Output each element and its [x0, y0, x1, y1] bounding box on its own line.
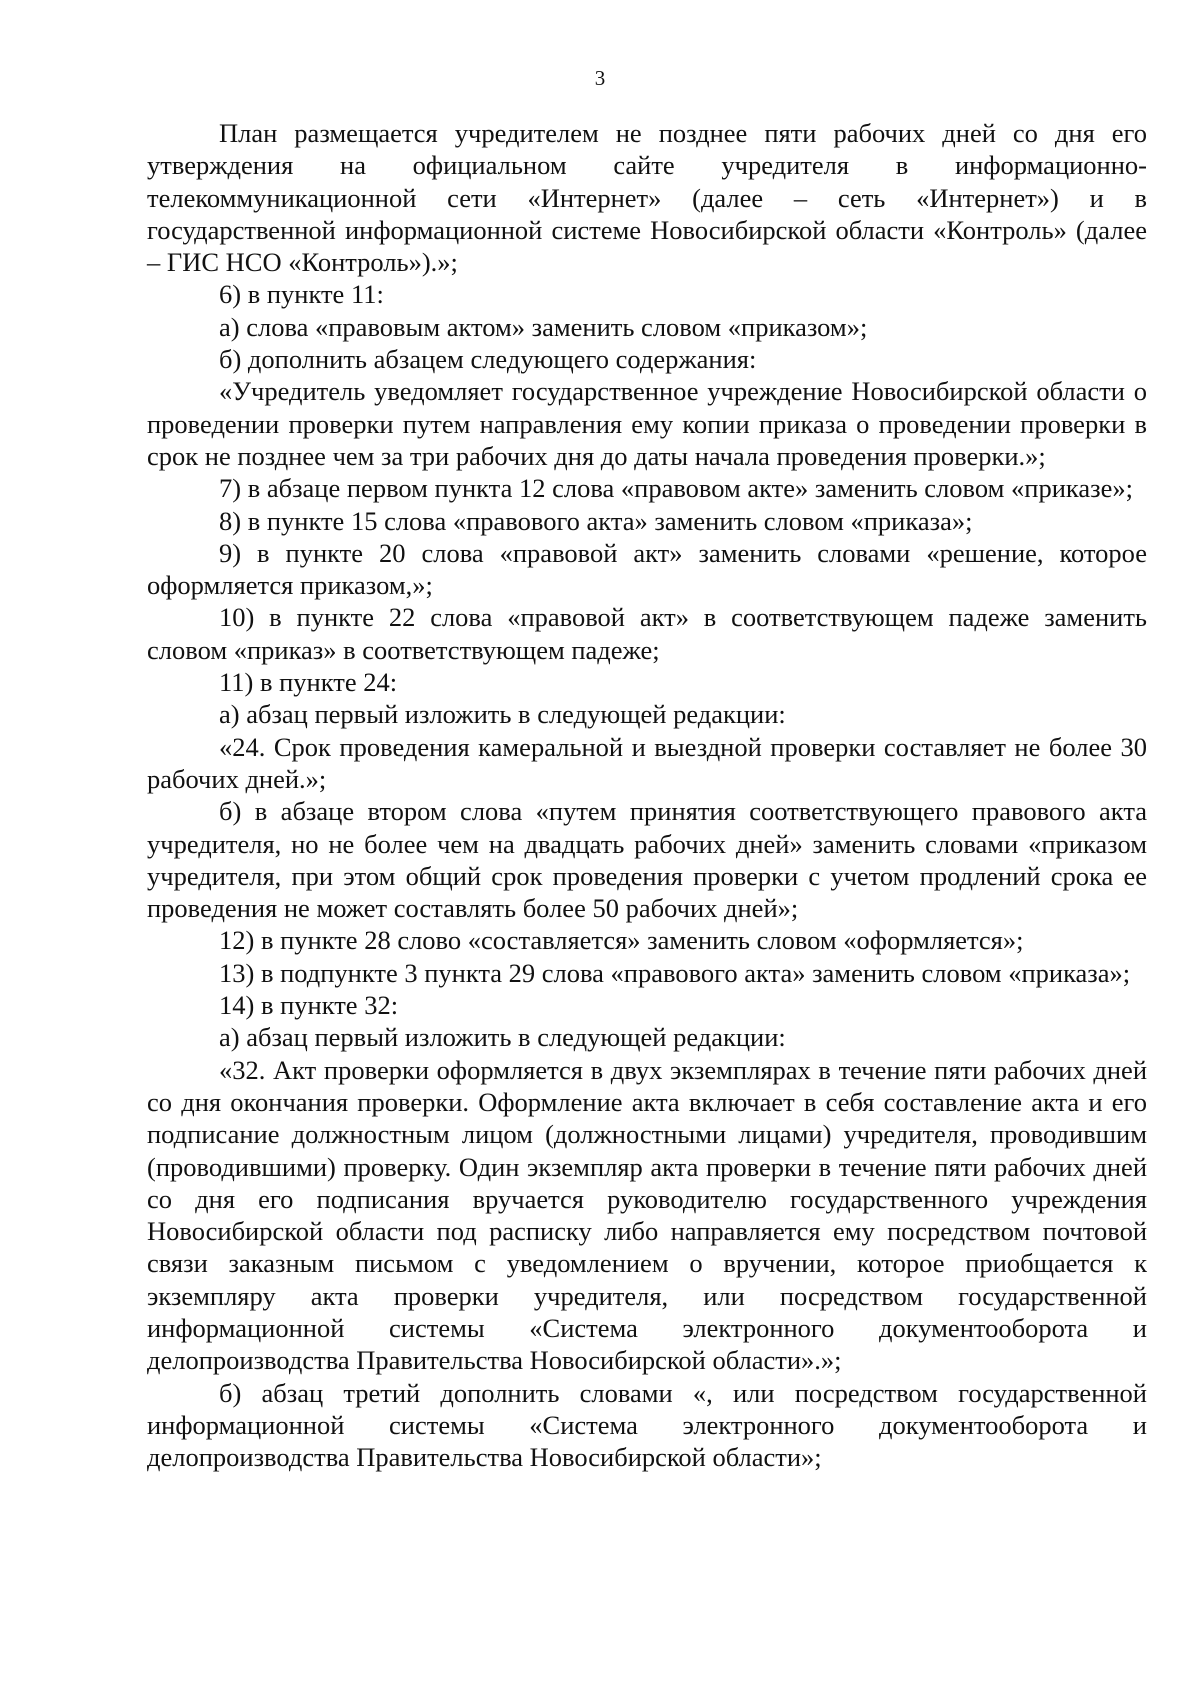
paragraph-item-24-text: «24. Срок проведения камеральной и выездной проверки составляет не более 30 рабочих дней.»; — [147, 731, 1147, 794]
paragraph-item-6: 6) в пункте 11: — [219, 279, 384, 310]
paragraph-item-11a: а) абзац первый изложить в следующей редакции: — [219, 699, 786, 730]
paragraph-item-11: 11) в пункте 24: — [219, 667, 398, 698]
page-number: 3 — [594, 66, 606, 90]
paragraph-item-14a: а) абзац первый изложить в следующей редакции: — [219, 1022, 786, 1053]
paragraph-item-8: 8) в пункте 15 слова «правового акта» заменить словом «приказа»; — [219, 505, 973, 536]
paragraph-plan-placement: План размещается учредителем не позднее пяти рабочих дней со дня его утверждения на официальном сайте учредителя в информационно-телекоммуникационной сети «Интернет» (далее – сеть «Интернет») и в государственной информационной системе Новосибирской области «Контроль» (далее – ГИС НСО «Контроль»).»; — [147, 118, 1147, 278]
paragraph-founder-notice: «Учредитель уведомляет государственное учреждение Новосибирской области о проведении проверки путем направления ему копии приказа о проведении проверки в срок не позднее чем за три рабочих дня до даты начала проведения проверки.»; — [147, 376, 1147, 471]
paragraph-item-14b: б) абзац третий дополнить словами «, или посредством государственной информационной системы «Система электронного документооборота и делопроизводства Правительства Новосибирской области»; — [147, 1377, 1147, 1473]
paragraph-item-6b: б) дополнить абзацем следующего содержания: — [219, 344, 757, 375]
paragraph-item-10: 10) в пункте 22 слова «правовой акт» в соответствующем падеже заменить словом «приказ» в соответствующем падеже; — [147, 602, 1147, 665]
paragraph-item-32-text: «32. Акт проверки оформляется в двух экземплярах в течение пяти рабочих дней со дня окончания проверки. Оформление акта включает в себя составление акта и его подписание должностным лицом (должностными лицами) учредителя, проводившим (проводившими) проверку. Один экземпляр акта проверки в течение пяти рабочих дней со дня его подписания вручается руководителю государственного учреждения Новосибирской области под расписку либо направляется ему посредством почтовой связи заказным письмом с уведомлением о вручении, которое приобщается к экземпляру акта проверки учредителя, или посредством государственной информационной системы «Система электронного документооборота и делопроизводства Правительства Новосибирской области».»; — [147, 1054, 1147, 1376]
document-body — [147, 117, 1147, 1473]
paragraph-item-6a: а) слова «правовым актом» заменить словом «приказом»; — [219, 311, 868, 342]
paragraph-item-14: 14) в пункте 32: — [219, 990, 399, 1021]
paragraph-item-11b: б) в абзаце втором слова «путем принятия соответствующего правового акта учредителя, но не более чем на двадцать рабочих дней» заменить словами «приказом учредителя, при этом общий срок проведения проверки с учетом продлений срока ее проведения не может составлять более 50 рабочих дней»; — [147, 796, 1147, 924]
paragraph-item-12: 12) в пункте 28 слово «составляется» заменить словом «оформляется»; — [219, 925, 1024, 956]
paragraph-item-13: 13) в подпункте 3 пункта 29 слова «правового акта» заменить словом «приказа»; — [219, 957, 1131, 988]
paragraph-item-7: 7) в абзаце первом пункта 12 слова «правовом акте» заменить словом «приказе»; — [219, 473, 1133, 504]
paragraph-item-9: 9) в пункте 20 слова «правовой акт» заменить словами «решение, которое оформляется приказом,»; — [147, 537, 1147, 601]
